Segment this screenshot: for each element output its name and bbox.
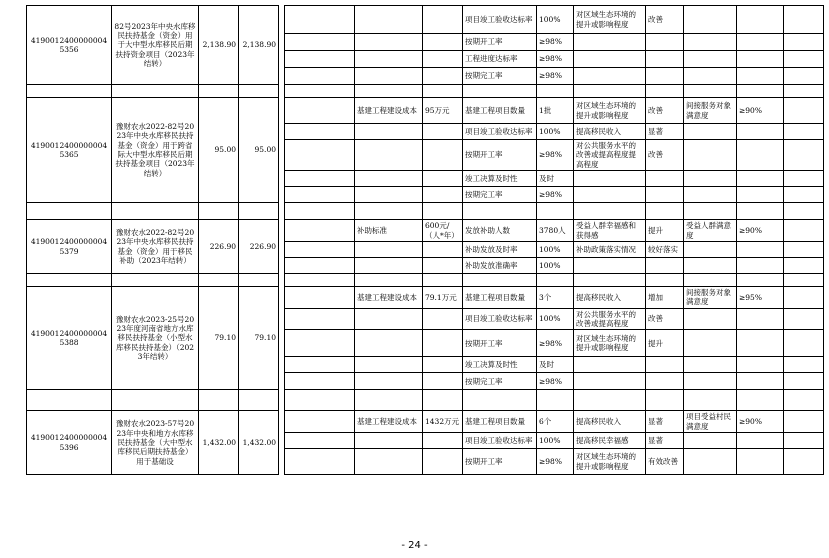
cost-value-cell: 79.1万元: [423, 286, 463, 308]
output-indicator-cell: 按期开工率: [463, 330, 537, 357]
cost-item-cell: [285, 6, 355, 34]
benefit-indicator-cell: 对区域生态环境的提升或影响程度: [574, 6, 646, 34]
spacer-cell: [646, 85, 684, 98]
spacer-cell: [112, 85, 199, 98]
budget-amount-cell: 79.10: [199, 286, 239, 390]
benefit-indicator-cell: 对公共服务水平的改善或提高程度提高程度: [574, 140, 646, 171]
spacer-cell: [27, 273, 112, 286]
cost-indicator-cell: [355, 257, 423, 273]
satisfaction-indicator-cell: [684, 34, 737, 51]
cost-item-cell: [285, 330, 355, 357]
cost-item-cell: [285, 308, 355, 330]
blank-cell: [784, 373, 824, 390]
satisfaction-indicator-cell: [684, 51, 737, 68]
cost-item-cell: [285, 286, 355, 308]
benefit-indicator-cell: 对区域生态环境的提升或影响程度: [574, 98, 646, 124]
blank-cell: [784, 51, 824, 68]
output-indicator-cell: 按期完工率: [463, 373, 537, 390]
cost-value-cell: [423, 373, 463, 390]
spacer-cell: [199, 390, 239, 411]
cost-item-cell: [285, 140, 355, 171]
blank-cell: [784, 187, 824, 203]
benefit-value-cell: 有效改善: [646, 449, 684, 475]
spacer-cell: [27, 203, 112, 220]
spacer-cell: [537, 203, 574, 220]
satisfaction-indicator-cell: [684, 357, 737, 373]
benefit-value-cell: 改善: [646, 98, 684, 124]
spacer-cell: [537, 273, 574, 286]
table-row: [27, 220, 824, 242]
blank-cell: [784, 140, 824, 171]
satisfaction-indicator-cell: [684, 6, 737, 34]
benefit-indicator-cell: [574, 171, 646, 187]
spacer-cell: [574, 203, 646, 220]
benefit-value-cell: 显著: [646, 433, 684, 449]
satisfaction-indicator-cell: 受益人群满意度: [684, 220, 737, 242]
satisfaction-value-cell: ≥90%: [737, 98, 784, 124]
spacer-cell: [537, 390, 574, 411]
cost-indicator-cell: [355, 68, 423, 85]
budget-amount-cell: 2,138.90: [199, 6, 239, 85]
output-indicator-cell: 基建工程项目数量: [463, 286, 537, 308]
cost-item-cell: [285, 357, 355, 373]
blank-cell: [784, 330, 824, 357]
spacer-cell: [239, 203, 279, 220]
satisfaction-indicator-cell: [684, 308, 737, 330]
satisfaction-indicator-cell: [684, 187, 737, 203]
cost-value-cell: [423, 51, 463, 68]
cost-indicator-cell: [355, 433, 423, 449]
cost-item-cell: [285, 373, 355, 390]
spacer-cell: [112, 273, 199, 286]
fiscal-amount-cell: 2,138.90: [239, 6, 279, 85]
output-indicator-cell: 工程进度达标率: [463, 51, 537, 68]
output-value-cell: 及时: [537, 357, 574, 373]
cost-value-cell: [423, 257, 463, 273]
blank-cell: [784, 124, 824, 140]
output-indicator-cell: 项目竣工验收达标率: [463, 6, 537, 34]
benefit-value-cell: 提升: [646, 330, 684, 357]
output-indicator-cell: 项目竣工验收达标率: [463, 433, 537, 449]
spacer-cell: [684, 273, 737, 286]
spacer-cell: [27, 390, 112, 411]
output-value-cell: 1批: [537, 98, 574, 124]
cost-value-cell: [423, 140, 463, 171]
benefit-value-cell: 改善: [646, 6, 684, 34]
table-row: [27, 411, 824, 433]
blank-cell: [784, 449, 824, 475]
cost-value-cell: [423, 187, 463, 203]
cost-item-cell: [285, 171, 355, 187]
cost-value-cell: 600元/（人*年）: [423, 220, 463, 242]
spacer-cell: [355, 85, 423, 98]
spacer-cell: [646, 203, 684, 220]
output-value-cell: 及时: [537, 171, 574, 187]
benefit-value-cell: [646, 357, 684, 373]
benefit-value-cell: 改善: [646, 308, 684, 330]
table-row: [27, 6, 824, 34]
cost-indicator-cell: [355, 140, 423, 171]
project-name-cell: 豫财农水2022-82号2023年中央水库移民扶持基金（资金）用于移民补助（2023年结转）: [112, 220, 199, 274]
cost-indicator-cell: [355, 187, 423, 203]
blank-cell: [784, 220, 824, 242]
spacer-cell: [646, 273, 684, 286]
budget-amount-cell: 1,432.00: [199, 411, 239, 475]
cost-item-cell: [285, 449, 355, 475]
cost-indicator-cell: [355, 373, 423, 390]
spacer-cell: [423, 203, 463, 220]
output-value-cell: 100%: [537, 124, 574, 140]
spacer-cell: [737, 85, 784, 98]
output-indicator-cell: 项目竣工验收达标率: [463, 308, 537, 330]
satisfaction-value-cell: [737, 124, 784, 140]
cost-item-cell: [285, 98, 355, 124]
spacer-cell: [199, 85, 239, 98]
output-indicator-cell: 项目竣工验收达标率: [463, 124, 537, 140]
benefit-value-cell: [646, 257, 684, 273]
output-indicator-cell: 按期开工率: [463, 140, 537, 171]
blank-cell: [784, 257, 824, 273]
spacer-cell: [784, 203, 824, 220]
satisfaction-indicator-cell: [684, 373, 737, 390]
cost-item-cell: [285, 68, 355, 85]
benefit-indicator-cell: 受益人群幸福感和获得感: [574, 220, 646, 242]
benefit-indicator-cell: [574, 187, 646, 203]
satisfaction-value-cell: [737, 330, 784, 357]
benefit-indicator-cell: [574, 68, 646, 85]
fiscal-amount-cell: 226.90: [239, 220, 279, 274]
output-value-cell: ≥98%: [537, 140, 574, 171]
spacer-cell: [574, 85, 646, 98]
satisfaction-value-cell: [737, 357, 784, 373]
cost-value-cell: [423, 433, 463, 449]
spacer-cell: [199, 273, 239, 286]
spacer-cell: [285, 273, 355, 286]
benefit-value-cell: 较好落实: [646, 241, 684, 257]
output-indicator-cell: 按期完工率: [463, 68, 537, 85]
spacer-cell: [463, 273, 537, 286]
spacer-cell: [574, 390, 646, 411]
page-number: - 24 -: [401, 540, 428, 551]
satisfaction-indicator-cell: [684, 171, 737, 187]
benefit-indicator-cell: 对区域生态环境的提升或影响程度: [574, 330, 646, 357]
benefit-value-cell: [646, 187, 684, 203]
benefit-value-cell: 改善: [646, 140, 684, 171]
cost-item-cell: [285, 51, 355, 68]
satisfaction-value-cell: ≥90%: [737, 220, 784, 242]
satisfaction-value-cell: ≥95%: [737, 286, 784, 308]
benefit-indicator-cell: [574, 51, 646, 68]
cost-value-cell: [423, 308, 463, 330]
benefit-indicator-cell: 提高移民幸福感: [574, 433, 646, 449]
output-value-cell: 100%: [537, 308, 574, 330]
benefit-value-cell: [646, 171, 684, 187]
project-name-cell: 82号2023年中央水库移民扶持基金（资金）用于大中型水库移民后期扶持资金项目（2023年结转）: [112, 6, 199, 85]
cost-value-cell: [423, 241, 463, 257]
output-value-cell: 100%: [537, 6, 574, 34]
project-code-cell: 41900124000000045388: [27, 286, 112, 390]
spacer-cell: [463, 203, 537, 220]
benefit-indicator-cell: 提高移民收入: [574, 124, 646, 140]
spacer-cell: [355, 203, 423, 220]
satisfaction-value-cell: [737, 308, 784, 330]
spacer-cell: [112, 203, 199, 220]
satisfaction-indicator-cell: [684, 330, 737, 357]
cost-indicator-cell: [355, 171, 423, 187]
spacer-cell: [463, 85, 537, 98]
spacer-cell: [27, 85, 112, 98]
cost-value-cell: 95万元: [423, 98, 463, 124]
spacer-cell: [684, 203, 737, 220]
benefit-indicator-cell: [574, 357, 646, 373]
output-indicator-cell: 补助发放准确率: [463, 257, 537, 273]
output-indicator-cell: 竣工决算及时性: [463, 357, 537, 373]
budget-amount-cell: 226.90: [199, 220, 239, 274]
spacer-cell: [574, 273, 646, 286]
satisfaction-value-cell: [737, 68, 784, 85]
output-value-cell: ≥98%: [537, 330, 574, 357]
project-name-cell: 豫财农水2023-25号2023年度河南省地方水库移民扶持基金（小型水库移民扶持基金）（2023年结转）: [112, 286, 199, 390]
benefit-indicator-cell: [574, 34, 646, 51]
benefit-value-cell: 显著: [646, 124, 684, 140]
cost-value-cell: [423, 357, 463, 373]
cost-item-cell: [285, 124, 355, 140]
spacer-cell: [537, 85, 574, 98]
benefit-indicator-cell: 对区域生态环境的提升或影响程度: [574, 449, 646, 475]
spacer-cell: [239, 390, 279, 411]
output-value-cell: ≥98%: [537, 68, 574, 85]
cost-item-cell: [285, 220, 355, 242]
cost-indicator-cell: [355, 357, 423, 373]
blank-cell: [784, 6, 824, 34]
satisfaction-value-cell: [737, 51, 784, 68]
cost-indicator-cell: [355, 241, 423, 257]
output-value-cell: ≥98%: [537, 449, 574, 475]
cost-indicator-cell: [355, 330, 423, 357]
spacer-cell: [355, 390, 423, 411]
spacer-cell: [355, 273, 423, 286]
spacer-row: [27, 273, 824, 286]
project-code-cell: 41900124000000045365: [27, 98, 112, 203]
output-indicator-cell: 按期完工率: [463, 187, 537, 203]
output-indicator-cell: 按期开工率: [463, 449, 537, 475]
cost-item-cell: [285, 433, 355, 449]
satisfaction-indicator-cell: [684, 68, 737, 85]
spacer-cell: [737, 390, 784, 411]
spacer-cell: [784, 390, 824, 411]
blank-cell: [784, 433, 824, 449]
cost-indicator-cell: 基建工程建设成本: [355, 286, 423, 308]
cost-value-cell: [423, 68, 463, 85]
benefit-indicator-cell: 提高移民收入: [574, 411, 646, 433]
cost-value-cell: [423, 449, 463, 475]
spacer-cell: [784, 273, 824, 286]
satisfaction-indicator-cell: [684, 140, 737, 171]
spacer-cell: [646, 390, 684, 411]
cost-value-cell: [423, 171, 463, 187]
satisfaction-indicator-cell: [684, 257, 737, 273]
satisfaction-value-cell: [737, 6, 784, 34]
benefit-value-cell: 显著: [646, 411, 684, 433]
cost-item-cell: [285, 241, 355, 257]
output-indicator-cell: 补助发放及时率: [463, 241, 537, 257]
spacer-cell: [423, 273, 463, 286]
satisfaction-indicator-cell: [684, 241, 737, 257]
spacer-cell: [239, 85, 279, 98]
output-indicator-cell: 发放补助人数: [463, 220, 537, 242]
output-value-cell: 100%: [537, 433, 574, 449]
blank-cell: [784, 411, 824, 433]
cost-value-cell: [423, 6, 463, 34]
cost-indicator-cell: 补助标准: [355, 220, 423, 242]
satisfaction-value-cell: ≥90%: [737, 411, 784, 433]
benefit-value-cell: [646, 51, 684, 68]
output-indicator-cell: 基建工程项目数量: [463, 98, 537, 124]
benefit-value-cell: 提升: [646, 220, 684, 242]
satisfaction-indicator-cell: [684, 433, 737, 449]
spacer-cell: [684, 85, 737, 98]
cost-indicator-cell: [355, 308, 423, 330]
satisfaction-indicator-cell: 间接服务对象满意度: [684, 286, 737, 308]
cost-value-cell: 1432万元: [423, 411, 463, 433]
spacer-row: [27, 390, 824, 411]
spacer-cell: [684, 390, 737, 411]
blank-cell: [784, 286, 824, 308]
satisfaction-indicator-cell: [684, 124, 737, 140]
benefit-indicator-cell: 补助政策落实情况: [574, 241, 646, 257]
blank-cell: [784, 34, 824, 51]
cost-value-cell: [423, 330, 463, 357]
cost-value-cell: [423, 34, 463, 51]
satisfaction-value-cell: [737, 140, 784, 171]
output-value-cell: ≥98%: [537, 51, 574, 68]
spacer-cell: [737, 203, 784, 220]
benefit-value-cell: [646, 68, 684, 85]
output-value-cell: 3780人: [537, 220, 574, 242]
output-value-cell: 3个: [537, 286, 574, 308]
output-value-cell: ≥98%: [537, 373, 574, 390]
cost-item-cell: [285, 411, 355, 433]
benefit-value-cell: 增加: [646, 286, 684, 308]
satisfaction-value-cell: [737, 187, 784, 203]
output-indicator-cell: 竣工决算及时性: [463, 171, 537, 187]
blank-cell: [784, 68, 824, 85]
spacer-cell: [285, 203, 355, 220]
satisfaction-indicator-cell: [684, 449, 737, 475]
satisfaction-indicator-cell: 间接服务对象满意度: [684, 98, 737, 124]
project-code-cell: 41900124000000045379: [27, 220, 112, 274]
satisfaction-value-cell: [737, 257, 784, 273]
fiscal-amount-cell: 1,432.00: [239, 411, 279, 475]
cost-indicator-cell: 基建工程建设成本: [355, 411, 423, 433]
spacer-cell: [112, 390, 199, 411]
cost-indicator-cell: [355, 6, 423, 34]
spacer-row: [27, 85, 824, 98]
output-value-cell: 6个: [537, 411, 574, 433]
satisfaction-value-cell: [737, 171, 784, 187]
spacer-cell: [423, 85, 463, 98]
output-value-cell: 100%: [537, 241, 574, 257]
satisfaction-value-cell: [737, 433, 784, 449]
table-row: [27, 98, 824, 124]
project-code-cell: 41900124000000045356: [27, 6, 112, 85]
output-value-cell: ≥98%: [537, 34, 574, 51]
satisfaction-value-cell: [737, 449, 784, 475]
budget-amount-cell: 95.00: [199, 98, 239, 203]
benefit-value-cell: [646, 34, 684, 51]
spacer-cell: [199, 203, 239, 220]
blank-cell: [784, 98, 824, 124]
blank-cell: [784, 241, 824, 257]
spacer-cell: [239, 273, 279, 286]
blank-cell: [784, 308, 824, 330]
benefit-indicator-cell: 提高移民收入: [574, 286, 646, 308]
project-code-cell: 41900124000000045396: [27, 411, 112, 475]
satisfaction-value-cell: [737, 373, 784, 390]
fiscal-amount-cell: 95.00: [239, 98, 279, 203]
output-indicator-cell: 基建工程项目数量: [463, 411, 537, 433]
satisfaction-indicator-cell: 项目受益村民满意度: [684, 411, 737, 433]
output-indicator-cell: 按期开工率: [463, 34, 537, 51]
table-row: [27, 286, 824, 308]
satisfaction-value-cell: [737, 34, 784, 51]
benefit-indicator-cell: [574, 257, 646, 273]
benefit-value-cell: [646, 373, 684, 390]
spacer-cell: [285, 390, 355, 411]
spacer-cell: [285, 85, 355, 98]
blank-cell: [784, 171, 824, 187]
project-performance-table: [26, 5, 824, 475]
project-name-cell: 豫财农水2023-57号2023年中央和地方水库移民扶持基金（大中型水库移民后期扶持基金）用于基础设: [112, 411, 199, 475]
output-value-cell: ≥98%: [537, 187, 574, 203]
cost-indicator-cell: [355, 124, 423, 140]
output-value-cell: 100%: [537, 257, 574, 273]
cost-item-cell: [285, 187, 355, 203]
cost-indicator-cell: [355, 34, 423, 51]
spacer-cell: [423, 390, 463, 411]
fiscal-amount-cell: 79.10: [239, 286, 279, 390]
cost-indicator-cell: 基建工程建设成本: [355, 98, 423, 124]
satisfaction-value-cell: [737, 241, 784, 257]
spacer-cell: [737, 273, 784, 286]
cost-value-cell: [423, 124, 463, 140]
spacer-cell: [463, 390, 537, 411]
spacer-cell: [784, 85, 824, 98]
benefit-indicator-cell: [574, 373, 646, 390]
cost-item-cell: [285, 34, 355, 51]
cost-item-cell: [285, 257, 355, 273]
cost-indicator-cell: [355, 51, 423, 68]
blank-cell: [784, 357, 824, 373]
cost-indicator-cell: [355, 449, 423, 475]
project-name-cell: 豫财农水2022-82号2023年中央水库移民扶持基金（资金）用于跨省际大中型水库移民后期扶持基金项目（2023年结转）: [112, 98, 199, 203]
spacer-row: [27, 203, 824, 220]
benefit-indicator-cell: 对公共服务水平的改善或提高程度: [574, 308, 646, 330]
